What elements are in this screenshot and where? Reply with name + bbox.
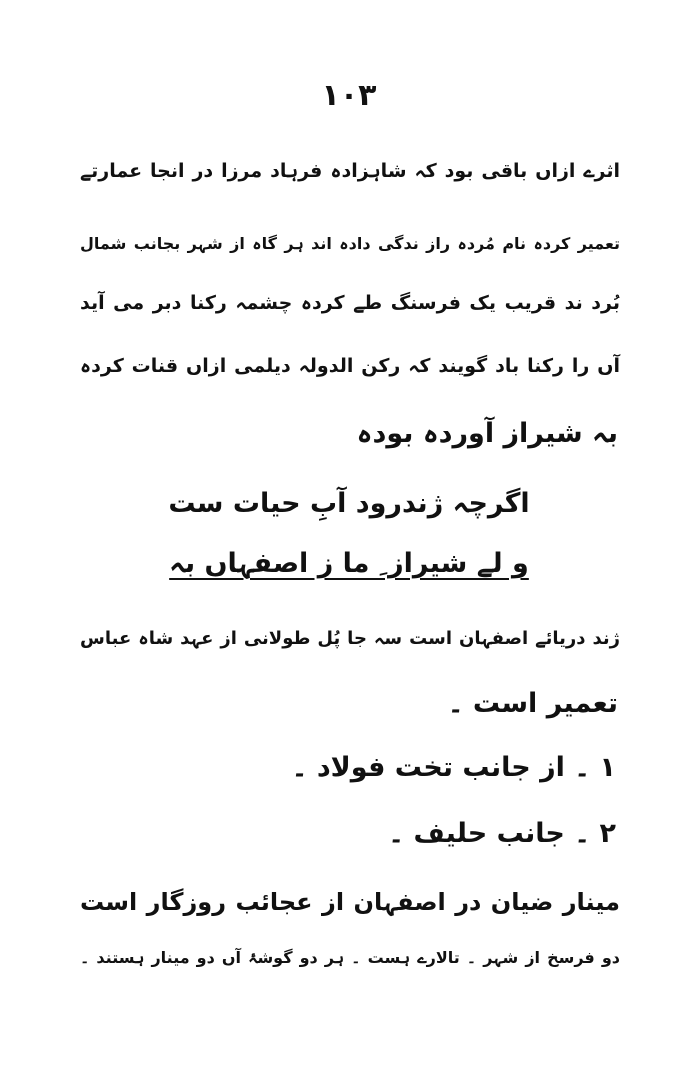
text-line-2: تعمیر کردہ نام مُردہ راز ندگی دادہ اند ہر گاہ از شہر بجانب شمال (80, 234, 620, 253)
verse-line-1: اگرچہ ژندرود آبِ حیات ست (168, 488, 530, 519)
text-line-1: اثرے ازاں باقی بود کہ شاہزادہ فرہاد مرزا در انجا عمارتے (80, 160, 620, 182)
list-item-1: ۱ ۔ از جانب تخت فولاد ۔ (291, 752, 616, 783)
list-item-2: ۲ ۔ جانب حلیف ۔ (388, 818, 616, 849)
text-line-9: دو فرسخ از شہر ۔ تالارے ہست ۔ ہر دو گوشۂ آں دو مینار ہستند ۔ (80, 948, 620, 967)
text-line-6: ژند دریائے اصفہان است سہ جا پُل طولانی از عہد شاہ عباس (80, 628, 620, 649)
text-line-3: بُرد ند قریب یک فرسنگ طے کردہ چشمہ رکنا دبر می آید (80, 292, 620, 314)
text-line-4: آں را رکنا باد گویند کہ رکن الدولہ دیلمی ازاں قنات کردہ (80, 355, 620, 377)
text-line-5: بہ شیراز آوردہ بودہ (356, 418, 618, 449)
text-line-7: تعمیر است ۔ (447, 688, 618, 719)
text-line-8: مینار ضیان در اصفہان از عجائب روزگار است (80, 888, 620, 916)
verse-line-2: و لے شیراز ِ ما ز اصفہاں بہ (169, 548, 529, 579)
page-number: ۱۰۳ (321, 78, 377, 113)
